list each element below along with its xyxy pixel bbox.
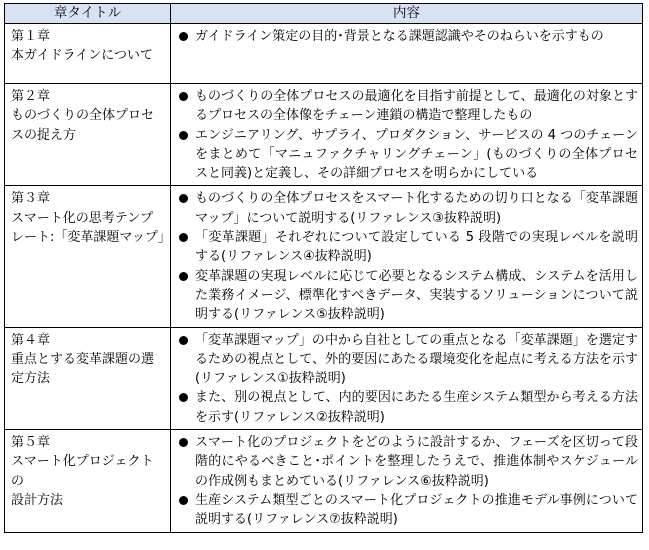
table-row bbox=[5, 186, 643, 327]
table-row bbox=[5, 430, 643, 532]
bullet-icon bbox=[179, 496, 188, 505]
chapter-cell bbox=[5, 24, 171, 84]
list-item bbox=[177, 27, 638, 46]
chapter-title: 本ガイドラインについて bbox=[11, 48, 153, 64]
bullet-icon bbox=[179, 233, 188, 242]
list-item-text: 変革課題の実現レベルに応じて必要となるシステム構成、システムを活用した業務イメージ、標準化すべきデータ、実装するソリューションについて説明する(リファレンス⑤抜粋説明) bbox=[195, 268, 638, 323]
chapter-title: ものづくりの全体プロセ スの捉え方 bbox=[11, 108, 155, 143]
bullet-icon bbox=[179, 438, 188, 447]
list-item-text: エンジニアリング、サプライ、プロダクション、サービスの 4 つのチェーンをまとめて「マニュファクチャリングチェーン」(ものづくりの全体プロセスと同義)と定義し、その詳細プロセスを明らかにしている bbox=[195, 127, 638, 182]
list-item bbox=[177, 267, 638, 325]
chapter-table bbox=[4, 3, 643, 533]
content-cell bbox=[171, 24, 643, 84]
list-item-text: ガイドライン策定の目的･背景となる課題認識やそのねらいを示すもの bbox=[195, 29, 604, 44]
content-list bbox=[177, 87, 638, 183]
chapter-cell bbox=[5, 84, 171, 186]
chapter-title: 重点とする変革課題の選 定方法 bbox=[11, 351, 155, 387]
list-item-text: また、別の視点として、内的要因にあたる生産システム類型から考える方法を示す(リファレンス②抜粋説明) bbox=[195, 390, 638, 425]
chapter-cell bbox=[5, 186, 171, 327]
table-header-row bbox=[5, 4, 643, 24]
chapter-number: 第３章 bbox=[11, 191, 51, 207]
content-list bbox=[177, 433, 638, 529]
content-list bbox=[177, 189, 638, 324]
bullet-icon bbox=[179, 393, 188, 402]
list-item bbox=[177, 388, 638, 427]
content-list bbox=[177, 331, 638, 427]
list-item-text: 「変革課題」それぞれについて設定している 5 段階での実現レベルを説明する(リファレンス④抜粋説明) bbox=[195, 230, 638, 265]
list-item-text: スマート化のプロジェクトをどのように設計するか、フェーズを区切って段階的にやるべきこと･ポイントを整理したうえで、推進体制やスケジュールの作成例もまとめている(リファレンス⑥抜粋説明) bbox=[195, 435, 638, 489]
list-item bbox=[177, 433, 638, 491]
chapter-number: 第２章 bbox=[11, 89, 51, 104]
table-row bbox=[5, 327, 643, 429]
header-chapter-title: 章タイトル bbox=[5, 4, 171, 24]
list-item-text: ものづくりの全体プロセスをスマート化するための切り口となる「変革課題マップ」について説明する(リファレンス③抜粋説明) bbox=[195, 191, 638, 226]
chapter-cell bbox=[5, 327, 171, 429]
list-item bbox=[177, 87, 638, 126]
chapter-title: スマート化の思考テンプ レート:「変革課題マップ」 bbox=[11, 210, 171, 246]
bullet-icon bbox=[179, 32, 188, 41]
content-cell bbox=[171, 186, 643, 327]
list-item bbox=[177, 126, 638, 184]
bullet-icon bbox=[179, 336, 188, 345]
header-content: 内容 bbox=[171, 4, 643, 24]
bullet-icon bbox=[179, 194, 188, 203]
content-cell bbox=[171, 430, 643, 532]
list-item-text: ものづくりの全体プロセスの最適化を目指す前提として、最適化の対象とするプロセスの全体像をチェーン連鎖の構造で整理したもの bbox=[195, 89, 638, 124]
list-item bbox=[177, 491, 638, 530]
content-cell bbox=[171, 84, 643, 186]
table-row bbox=[5, 24, 643, 84]
chapter-number: 第５章 bbox=[11, 435, 51, 451]
list-item bbox=[177, 189, 638, 228]
table-row bbox=[5, 84, 643, 186]
chapter-number: 第４章 bbox=[11, 332, 51, 348]
chapter-cell bbox=[5, 430, 171, 532]
content-cell bbox=[171, 327, 643, 429]
list-item bbox=[177, 331, 638, 389]
bullet-icon bbox=[179, 131, 188, 140]
bullet-icon bbox=[179, 92, 188, 101]
chapter-title: スマート化プロジェクトの 設計方法 bbox=[11, 454, 154, 508]
chapter-number: 第１章 bbox=[11, 29, 51, 44]
bullet-icon bbox=[179, 272, 188, 281]
content-list bbox=[177, 27, 638, 46]
list-item bbox=[177, 228, 638, 267]
list-item-text: 「変革課題マップ」の中から自社としての重点となる「変革課題」を選定するための視点として、外的要因にあたる環境変化を起点に考える方法を示す(リファレンス①抜粋説明) bbox=[195, 332, 638, 387]
list-item-text: 生産システム類型ごとのスマート化プロジェクトの推進モデル事例について説明する(リファレンス⑦抜粋説明) bbox=[195, 492, 638, 528]
